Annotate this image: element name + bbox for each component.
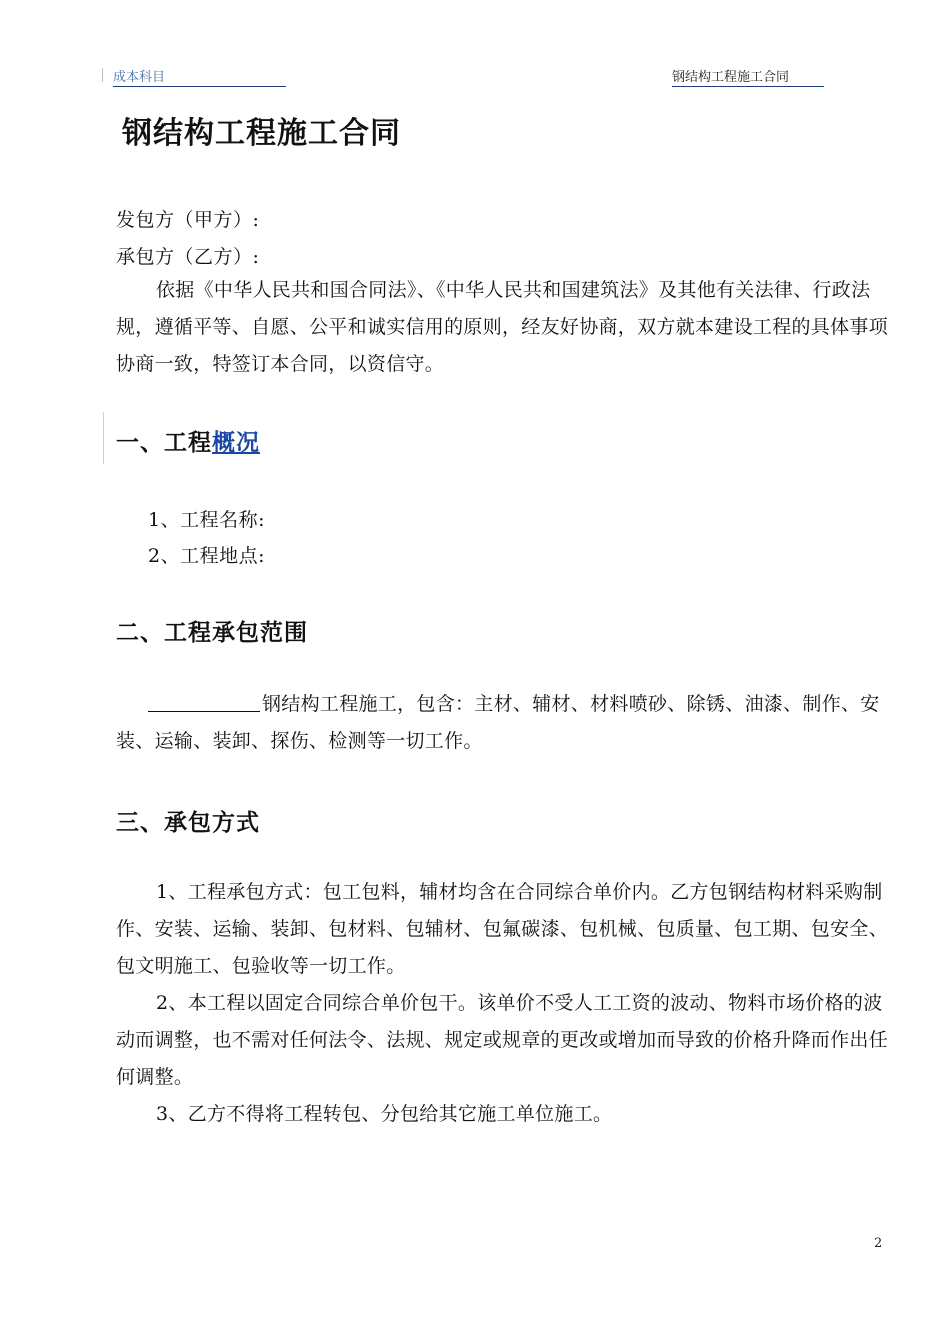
clause-2: 2、本工程以固定合同综合单价包干。该单价不受人工工资的波动、物料市场价格的波动而调整，也不需对任何法令、法规、规定或规章的更改或增加而导致的价格升降而作出任何调整。 [116,992,889,1088]
party-a-label: 发包方（甲方）: [116,209,260,231]
page-title: 钢结构工程施工合同 [122,116,401,151]
clause-3: 3、乙方不得将工程转包、分包给其它施工单位施工。 [156,1103,613,1125]
header-document-title: 钢结构工程施工合同 [672,66,824,87]
contractor-blank-field[interactable] [148,693,260,712]
section1-heading-prefix: 一、工程 [116,429,212,456]
scope-text: 钢结构工程施工，包含：主材、辅材、材料喷砂、除锈、油漆、制作、安装、运输、装卸、探伤、检测等一切工作。 [116,693,880,752]
header-cost-category: 成本科目 [113,66,286,87]
scope-paragraph [116,686,896,760]
section2-heading: 二、工程承包范围 [116,619,308,646]
project-location-item: 2、工程地点: [148,545,265,567]
party-b-label: 承包方（乙方）: [116,246,260,268]
section3-heading: 三、承包方式 [116,809,260,836]
clause-1: 1、工程承包方式：包工包料，辅材均含在合同综合单价内。乙方包钢结构材料采购制作、安装、运输、装卸、包材料、包辅材、包氟碳漆、包机械、包质量、包工期、包安全、包文明施工、包验收等一切工作。 [116,881,889,977]
preamble-paragraph: 依据《中华人民共和国合同法》、《中华人民共和国建筑法》及其他有关法律、行政法规，遵循平等、自愿、公平和诚实信用的原则，经友好协商，双方就本建设工程的具体事项协商一致，特签订本合同，以资信守。 [116,279,889,375]
section1-heading [116,424,260,457]
section-margin-mark [103,412,104,464]
project-name-item: 1、工程名称: [148,509,265,531]
section1-heading-link[interactable]: 概况 [212,429,260,456]
header-divider-mark [102,68,103,82]
page-number: 2 [874,1236,883,1251]
